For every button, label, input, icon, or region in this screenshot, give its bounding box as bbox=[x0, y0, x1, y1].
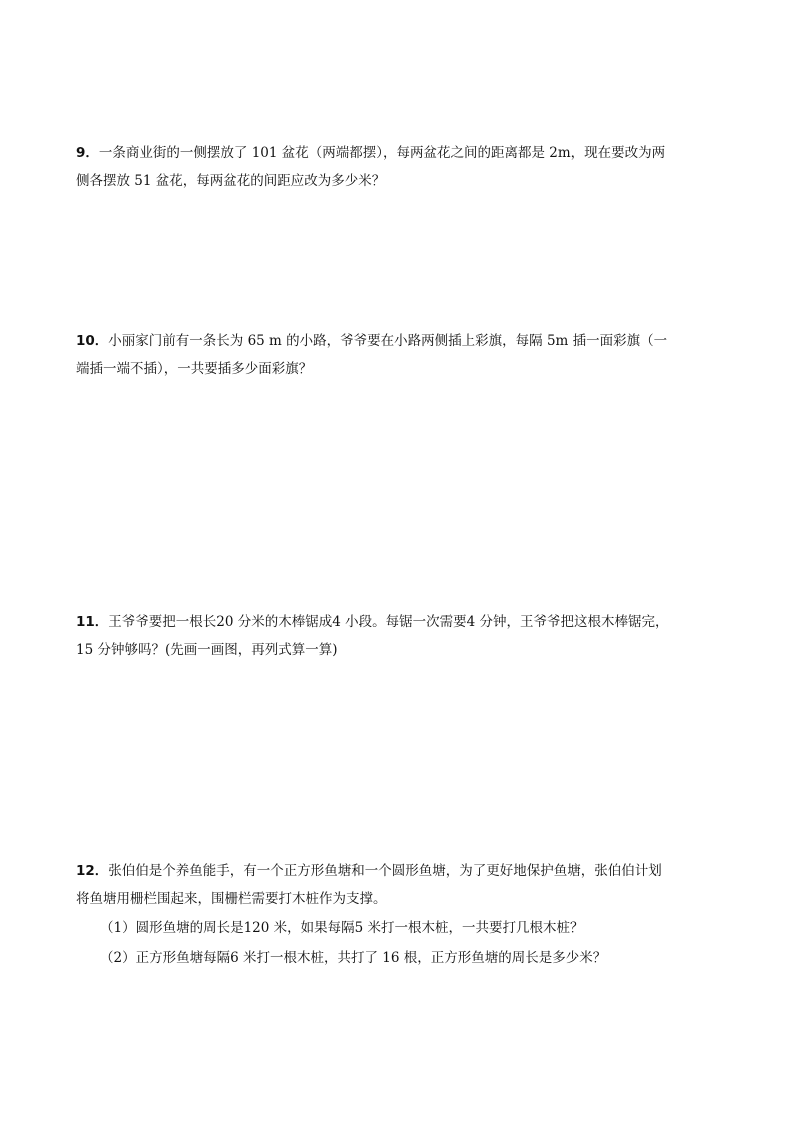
question-10-text-2: 端插一端不插），一共要插多少面彩旗？ bbox=[76, 361, 313, 377]
question-10-text-1: 小丽家门前有一条长为 65 m 的小路，爷爷要在小路两侧插上彩旗，每隔 5m 插一面彩旗（一 bbox=[108, 333, 668, 349]
question-10-number: 10． bbox=[76, 333, 109, 349]
question-12-sub-1: （1）圆形鱼塘的周长是120 米，如果每隔5 米打一根木桩，一共要打几根木桩？ bbox=[100, 920, 584, 936]
question-9-line-1 bbox=[76, 139, 716, 167]
question-12-text-1: 张伯伯是个养鱼能手，有一个正方形鱼塘和一个圆形鱼塘，为了更好地保护鱼塘，张伯伯计划 bbox=[108, 863, 662, 879]
question-10-line-1 bbox=[76, 327, 716, 355]
question-11-text-2: 15 分钟够吗？(先画一画图，再列式算一算) bbox=[76, 642, 338, 658]
question-11 bbox=[76, 608, 716, 664]
question-9 bbox=[76, 139, 716, 195]
question-9-number: 9． bbox=[76, 145, 99, 161]
question-9-text-1: 一条商业街的一侧摆放了 101 盆花（两端都摆），每两盆花之间的距离都是 2m，现在要改为两 bbox=[98, 145, 666, 161]
question-12-number: 12． bbox=[76, 863, 109, 879]
question-12 bbox=[76, 857, 716, 973]
question-12-text-2: 将鱼塘用栅栏围起来，围栅栏需要打木桩作为支撑。 bbox=[76, 891, 387, 907]
question-11-line-1 bbox=[76, 608, 716, 636]
question-11-number: 11． bbox=[76, 614, 109, 630]
question-12-sub-2: （2）正方形鱼塘每隔6 米打一根木桩，共打了 16 根，正方形鱼塘的周长是多少米？ bbox=[100, 950, 607, 966]
question-11-text-1: 王爷爷要把一根长20 分米的木棒锯成4 小段。每锯一次需要4 分钟，王爷爷把这根木棒锯完， bbox=[108, 614, 669, 630]
question-10 bbox=[76, 327, 716, 383]
question-9-text-2: 侧各摆放 51 盆花，每两盆花的间距应改为多少米？ bbox=[76, 173, 386, 189]
question-12-line-1 bbox=[76, 857, 716, 885]
